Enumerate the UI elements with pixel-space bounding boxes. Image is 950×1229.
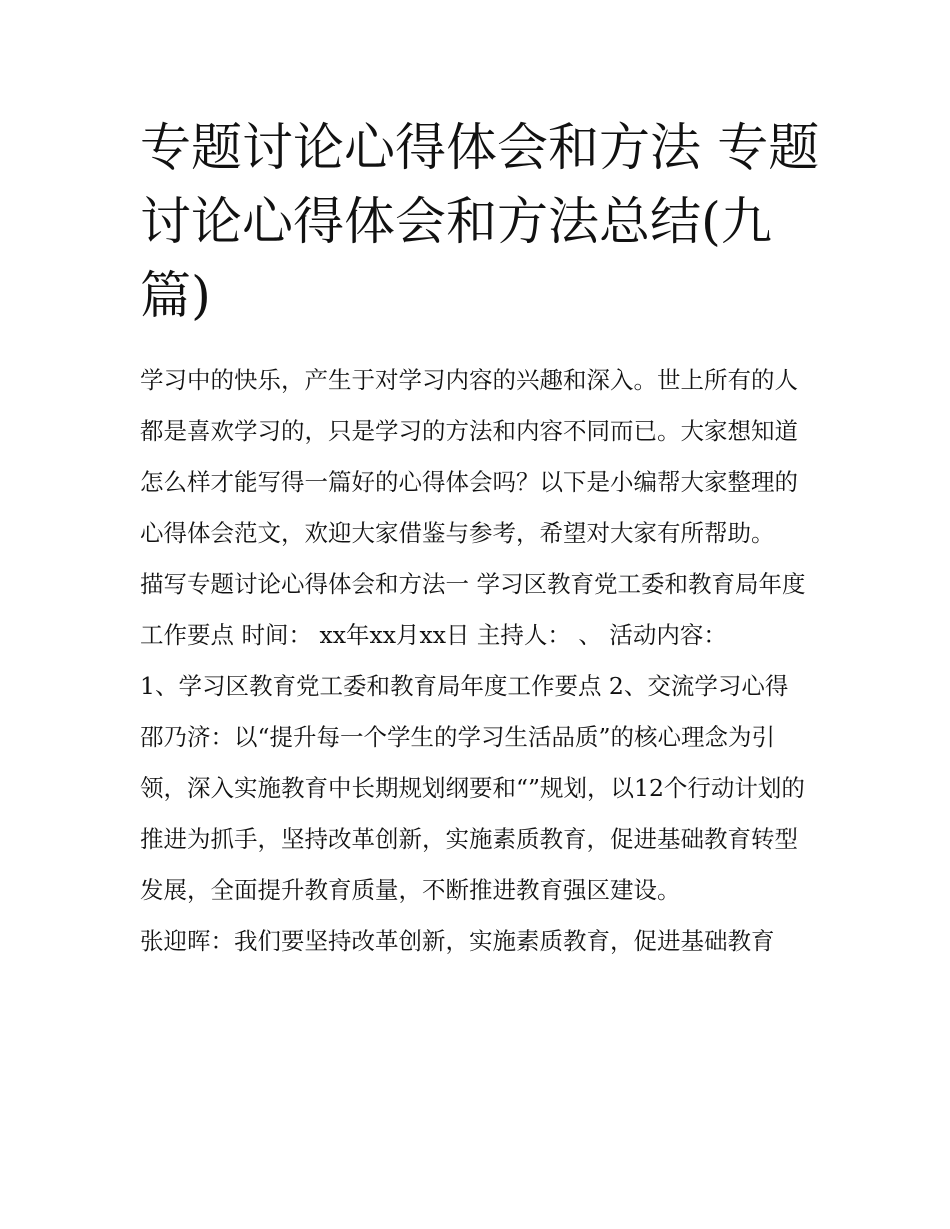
speaker-paragraph: 张迎晖：我们要坚持改革创新，实施素质教育，促进基础教育 — [140, 927, 775, 955]
activity-list-paragraph: 1、学习区教育党工委和教育局年度工作要点 2、交流学习心得 — [140, 672, 789, 700]
document-title: 专题讨论心得体会和方法 专题讨论心得体会和方法总结(九篇) — [140, 119, 820, 326]
intro-paragraph: 学习中的快乐，产生于对学习内容的兴趣和深入。世上所有的人都是喜欢学习的，只是学习的方法和内容不同而已。大家想知道怎么样才能写得一篇好的心得体会吗？以下是小编帮大家整理的心得体会范文，欢迎大家借鉴与参考，希望对大家有所帮助。 — [140, 366, 798, 547]
speaker-paragraph: 邵乃济：以“提升每一个学生的学习生活品质”的核心理念为引领，深入实施教育中长期规划纲要和“”规划，以12个行动计划的推进为抓手，坚持改革创新，实施素质教育，促进基础教育转型发展，全面提升教育质量，不断推进教育强区建设。 — [140, 723, 805, 904]
meeting-info-paragraph: 描写专题讨论心得体会和方法一 学习区教育党工委和教育局年度工作要点 时间： xx年xx月xx日 主持人： 、 活动内容： — [140, 570, 806, 649]
document-body — [140, 355, 820, 967]
